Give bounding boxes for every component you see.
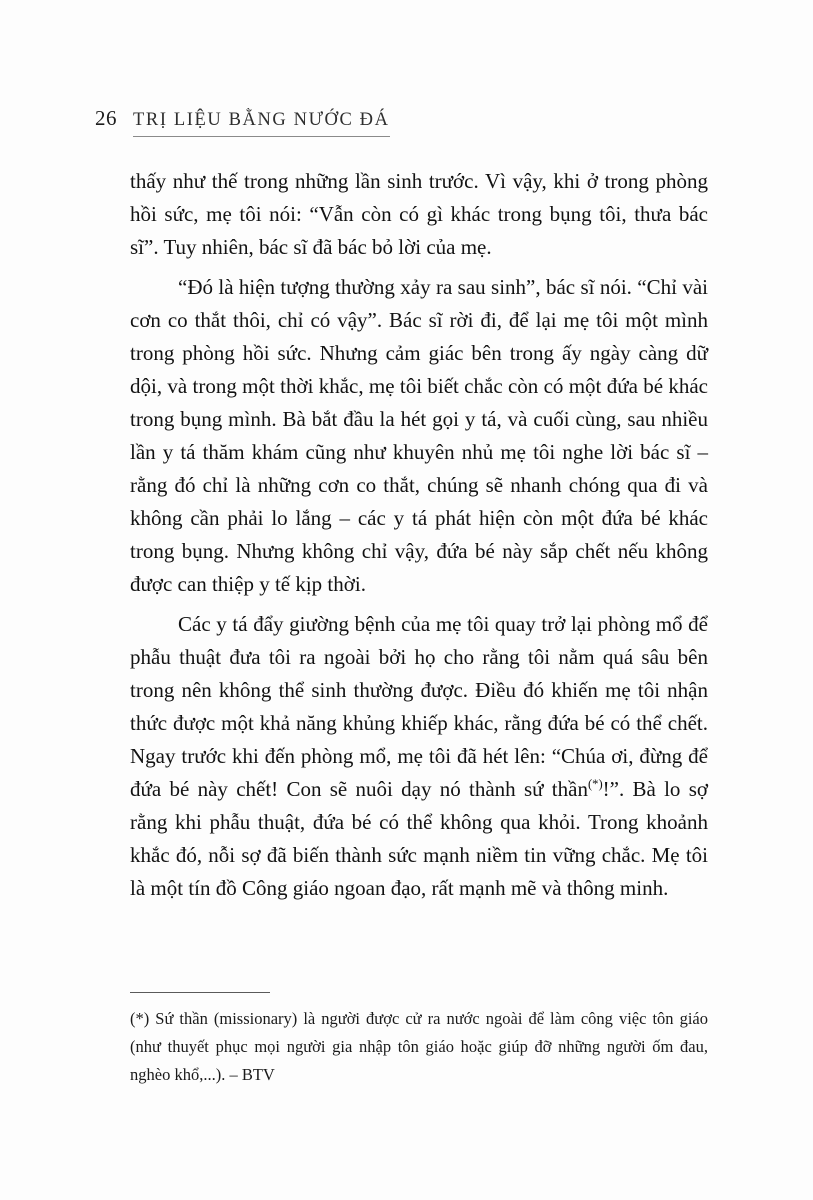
running-title: TRỊ LIỆU BẰNG NƯỚC ĐÁ: [133, 110, 390, 137]
paragraph: thấy như thế trong những lần sinh trước. Vì vậy, khi ở trong phòng hồi sức, mẹ tôi nói: “Vẫn còn có gì khác trong bụng tôi, thưa bác sĩ”. Tuy nhiên, bác sĩ đã bác bỏ lời của mẹ.: [130, 169, 708, 259]
paragraph-text: Các y tá đẩy giường bệnh của mẹ tôi quay trở lại phòng mổ để phẫu thuật đưa tôi ra ngoài bởi họ cho rằng tôi nằm quá sâu bên trong nên không thể sinh thường được. Điều đó khiến mẹ tôi nhận thức được một khả năng khủng khiếp khác, rằng đứa bé có thể chết. Ngay trước khi đến phòng mổ, mẹ tôi đã hét lên: “Chúa ơi, đừng để đứa bé này chết! Con sẽ nuôi dạy nó thành sứ thần: [130, 612, 708, 801]
body-text: [130, 165, 708, 912]
paragraph: “Đó là hiện tượng thường xảy ra sau sinh”, bác sĩ nói. “Chỉ vài cơn co thắt thôi, chỉ có vậy”. Bác sĩ rời đi, để lại mẹ tôi một mình trong phòng hồi sức. Nhưng cảm giác bên trong ấy ngày càng dữ dội, và trong một thời khắc, mẹ tôi biết chắc còn có một đứa bé khác trong bụng mình. Bà bắt đầu la hét gọi y tá, và cuối cùng, sau nhiều lần y tá thăm khám cũng như khuyên nhủ mẹ tôi nghe lời bác sĩ – rằng đó chỉ là những cơn co thắt, chúng sẽ nhanh chóng qua đi và không cần phải lo lắng – các y tá phát hiện còn một đứa bé khác trong bụng. Nhưng không chỉ vậy, đứa bé này sắp chết nếu không được can thiệp y tế kịp thời.: [130, 275, 708, 596]
paragraph-text: !”. Bà lo sợ rằng khi phẫu thuật, đứa bé có thể không qua khỏi. Trong khoảnh khắc đó, nỗi sợ đã biến thành sức mạnh niềm tin vững chắc. Mẹ tôi là một tín đồ Công giáo ngoan đạo, rất mạnh mẽ và thông minh.: [130, 777, 708, 900]
footnote-divider: [130, 992, 270, 993]
page-number: 26: [95, 106, 117, 130]
paragraph: [130, 608, 708, 905]
footnote-text: (*) Sứ thần (missionary) là người được cử ra nước ngoài để làm công việc tôn giáo (như thuyết phục mọi người gia nhập tôn giáo hoặc giúp đỡ những người ốm đau, nghèo khổ,...). – BTV: [130, 1009, 708, 1084]
footnote-marker: (*): [587, 777, 603, 791]
footnote-section: [130, 992, 708, 1089]
page-header: [95, 106, 710, 137]
